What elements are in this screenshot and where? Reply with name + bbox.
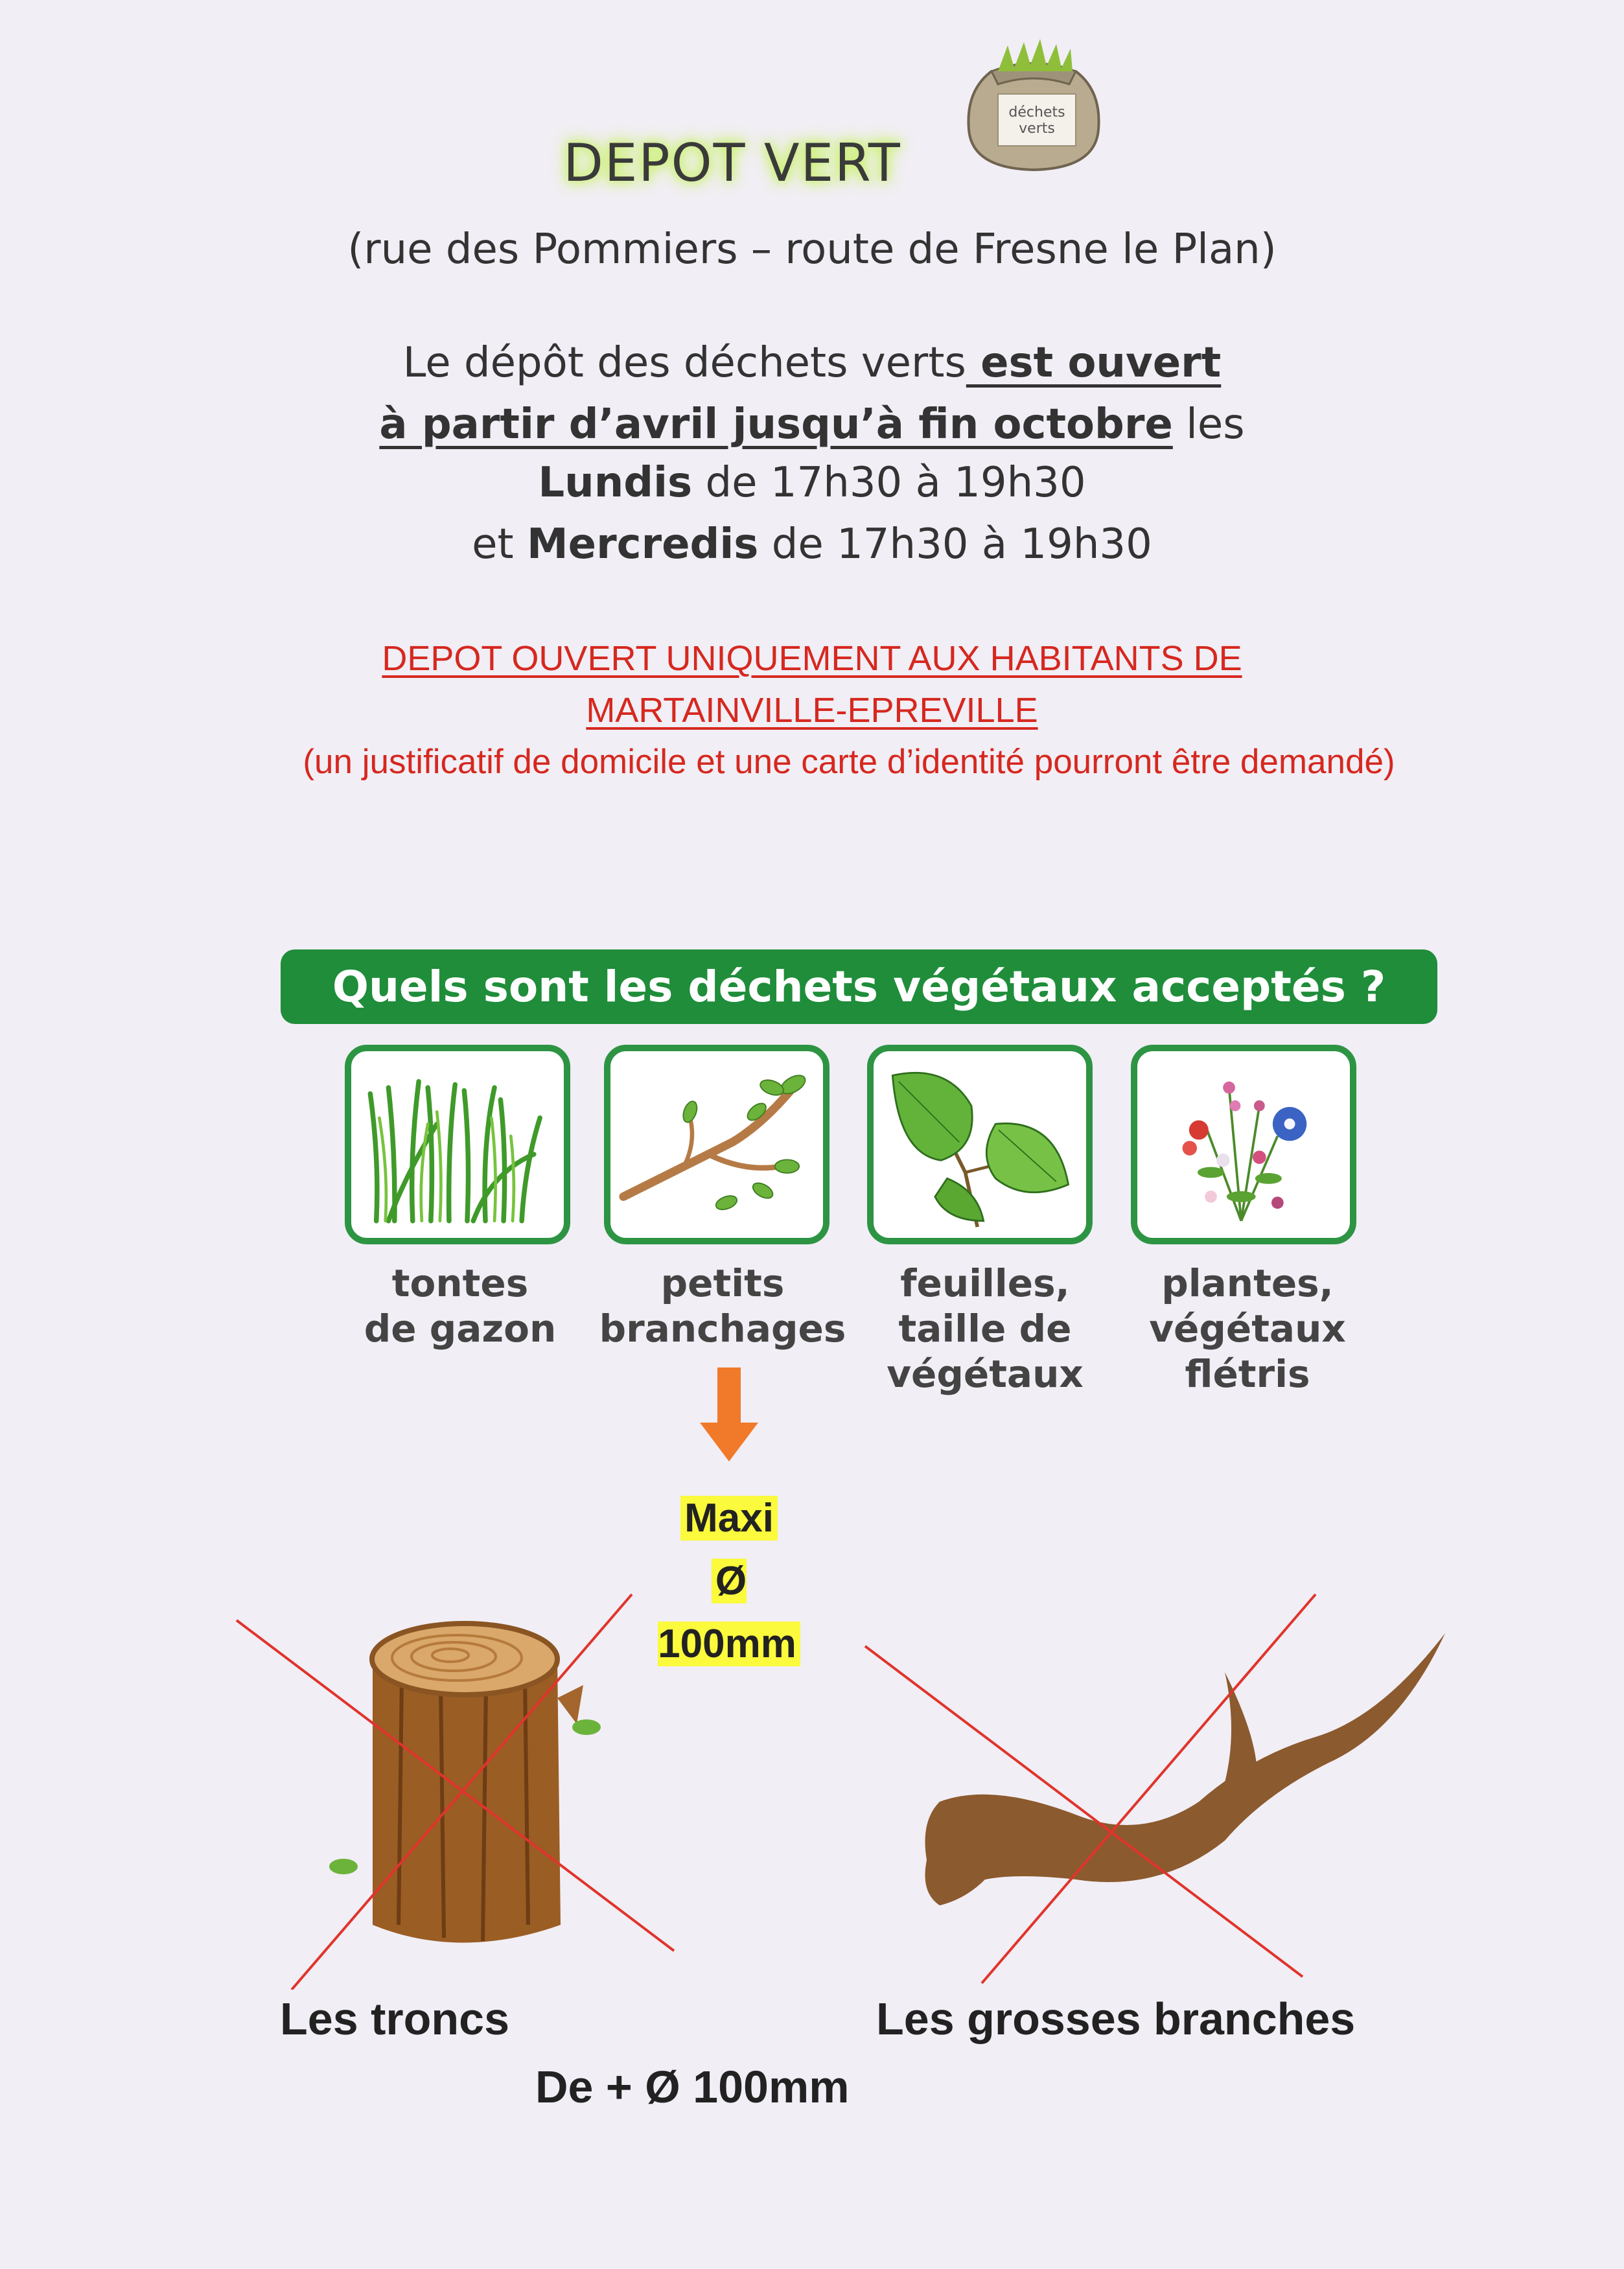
green-waste-bag-icon bbox=[953, 32, 1115, 181]
flowers-caption-line: végétaux bbox=[1149, 1307, 1346, 1351]
wednesday-prefix: et bbox=[472, 520, 527, 568]
grass-icon bbox=[351, 1051, 564, 1238]
notice-line-2: MARTAINVILLE-EPREVILLE bbox=[586, 691, 1038, 730]
max-diameter: Ø 100mm bbox=[658, 1559, 800, 1666]
flowers-caption-line: plantes, bbox=[1161, 1261, 1334, 1305]
flowers-card bbox=[1131, 1045, 1356, 1244]
grass-caption bbox=[324, 1261, 596, 1351]
leaves-caption bbox=[849, 1261, 1121, 1397]
down-arrow-icon bbox=[700, 1367, 758, 1465]
grass-caption-line: de gazon bbox=[364, 1307, 557, 1351]
big-branch-illustration bbox=[862, 1588, 1458, 1990]
size-note: De + Ø 100mm bbox=[535, 2062, 850, 2112]
grass-caption-line: tontes bbox=[391, 1261, 529, 1305]
big-branch-icon bbox=[862, 1588, 1458, 1990]
schedule-wednesday bbox=[0, 515, 1624, 574]
trunks-label: Les troncs bbox=[280, 1994, 509, 2044]
branch-caption-line: branchages bbox=[599, 1307, 846, 1351]
branch-caption bbox=[586, 1261, 859, 1351]
accepted-waste-banner: Quels sont les déchets végétaux acceptés ? bbox=[281, 949, 1437, 1024]
branch-icon bbox=[610, 1051, 823, 1238]
flowers-caption-line: flétris bbox=[1185, 1352, 1310, 1396]
flowers-caption bbox=[1111, 1261, 1384, 1397]
leaves-card bbox=[867, 1045, 1093, 1244]
address-line: (rue des Pommiers – route de Fresne le Plan) bbox=[347, 226, 1277, 273]
notice-line-1: DEPOT OUVERT UNIQUEMENT AUX HABITANTS DE bbox=[382, 639, 1242, 678]
leaves-caption-line: végétaux bbox=[887, 1352, 1084, 1396]
flowers-icon bbox=[1137, 1051, 1350, 1238]
svg-text:déchets: déchets bbox=[1008, 104, 1065, 121]
notice-line-3: (un justificatif de domicile et une carte d’identité pourront être demandé) bbox=[303, 743, 1395, 781]
wednesday-hours: de 17h30 à 19h30 bbox=[758, 520, 1152, 568]
branch-card bbox=[604, 1045, 829, 1244]
max-label: Maxi bbox=[680, 1496, 778, 1541]
leaves-caption-line: feuilles, bbox=[900, 1261, 1070, 1305]
big-branches-label: Les grosses branches bbox=[876, 1994, 1356, 2044]
svg-text:verts: verts bbox=[1019, 121, 1055, 137]
schedule-line-2 bbox=[0, 395, 1624, 454]
schedule-line-2-text: les bbox=[1172, 401, 1245, 448]
tree-trunk-icon bbox=[233, 1588, 687, 1990]
schedule-line-1-text: Le dépôt des déchets verts bbox=[402, 339, 966, 387]
monday-hours: de 17h30 à 19h30 bbox=[692, 459, 1086, 507]
schedule-line-1 bbox=[0, 334, 1624, 392]
schedule-monday bbox=[0, 454, 1624, 512]
branch-caption-line: petits bbox=[660, 1261, 785, 1305]
leaves-caption-line: taille de bbox=[898, 1307, 1072, 1351]
wednesday-label: Mercredis bbox=[526, 520, 759, 568]
monday-label: Lundis bbox=[538, 459, 693, 507]
tree-trunk-illustration bbox=[233, 1588, 687, 1990]
grass-card bbox=[345, 1045, 570, 1244]
page-title: DEPOT VERT bbox=[563, 133, 901, 193]
leaves-icon bbox=[874, 1051, 1086, 1238]
open-status-text: est ouvert bbox=[966, 339, 1222, 387]
season-text: à partir d’avril jusqu’à fin octobre bbox=[379, 401, 1173, 448]
